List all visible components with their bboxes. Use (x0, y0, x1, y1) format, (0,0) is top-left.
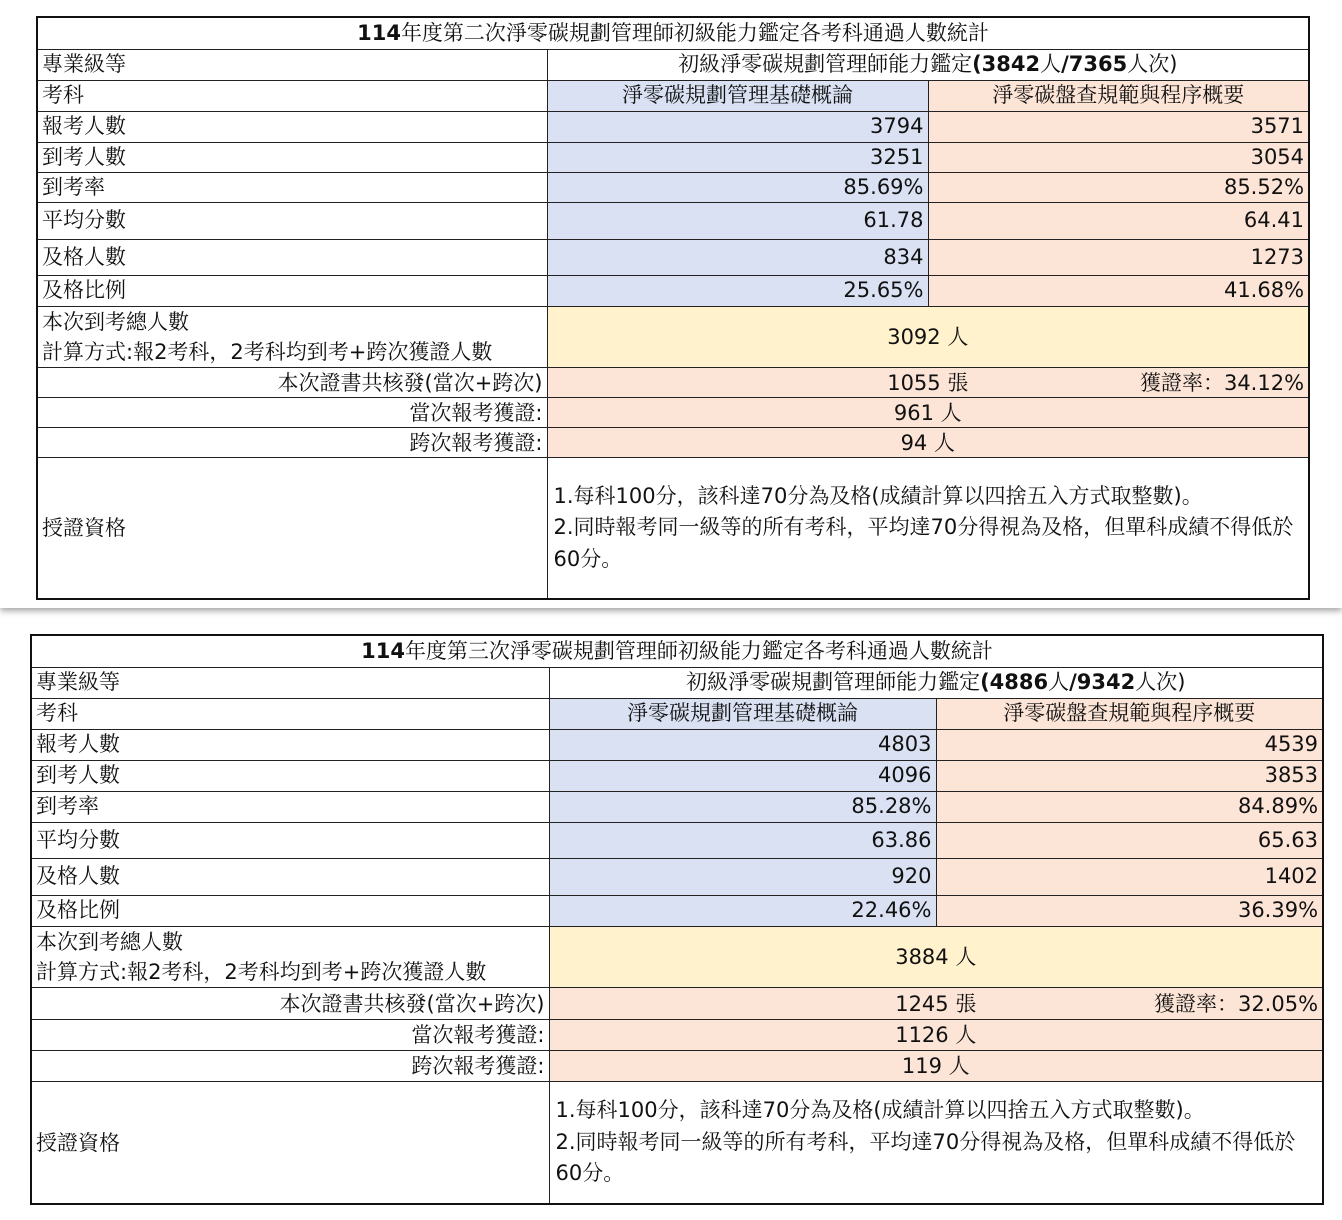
subject-b-value: 85.52% (928, 172, 1309, 202)
total-label (37, 306, 547, 368)
row-label: 平均分數 (31, 822, 549, 858)
screenshot-panel-bottom (0, 622, 1342, 1220)
table-row (31, 895, 1323, 926)
subject-a-value: 4803 (549, 729, 936, 760)
row-label: 及格比例 (37, 275, 547, 306)
row-label: 及格比例 (31, 895, 549, 926)
total-label-line1: 本次到考總人數 (42, 309, 189, 334)
subject-a-value: 61.78 (547, 202, 928, 239)
cert-rate: 獲證率：32.05% (1153, 992, 1319, 1017)
cross-label: 跨次報考獲證: (37, 428, 547, 458)
table-row (31, 822, 1323, 858)
level-value: 初級淨零碳規劃管理師能力鑑定(4886人/9342人次) (549, 667, 1323, 698)
total-value: 3092 人 (547, 306, 1309, 368)
subject-a-value: 25.65% (547, 275, 928, 306)
subject-b-value: 64.41 (928, 202, 1309, 239)
total-label-line2: 計算方式:報2考科，2考科均到考+跨次獲證人數 (42, 339, 493, 364)
row-label: 及格人數 (31, 858, 549, 895)
qual-text (547, 458, 1309, 599)
current-label: 當次報考獲證: (37, 398, 547, 428)
cert-cell (547, 368, 1309, 398)
table-title: 114年度第二次淨零碳規劃管理師初級能力鑑定各考科通過人數統計 (37, 17, 1309, 49)
row-label: 報考人數 (37, 111, 547, 142)
screenshot-panel-top (0, 0, 1342, 608)
row-label: 報考人數 (31, 729, 549, 760)
subject-a-value: 4096 (549, 760, 936, 791)
subject-label: 考科 (31, 698, 549, 729)
row-label: 到考人數 (31, 760, 549, 791)
qual-line2: 2.同時報考同一級等的所有考科，平均達70分得視為及格，但單科成績不得低於60分。 (553, 515, 1294, 571)
subject-a-value: 920 (549, 858, 936, 895)
level-label: 專業級等 (37, 49, 547, 80)
row-label: 到考率 (37, 172, 547, 202)
cross-value: 119 人 (549, 1051, 1323, 1082)
table-row (31, 791, 1323, 822)
cross-value: 94 人 (547, 428, 1309, 458)
subject-a-value: 834 (547, 239, 928, 275)
total-label-line2: 計算方式:報2考科，2考科均到考+跨次獲證人數 (36, 959, 487, 984)
qual-label: 授證資格 (31, 1082, 549, 1204)
subject-a-value: 85.28% (549, 791, 936, 822)
total-label (31, 926, 549, 988)
cert-label: 本次證書共核發(當次+跨次) (31, 988, 549, 1020)
cert-value: 1245 張 (895, 991, 977, 1016)
subject-a-header: 淨零碳規劃管理基礎概論 (549, 698, 936, 729)
table-row (37, 239, 1309, 275)
subject-b-value: 1273 (928, 239, 1309, 275)
subject-b-header: 淨零碳盤查規範與程序概要 (936, 698, 1323, 729)
subject-a-value: 3794 (547, 111, 928, 142)
row-label: 平均分數 (37, 202, 547, 239)
subject-b-value: 3853 (936, 760, 1323, 791)
qual-line1: 1.每科100分，該科達70分為及格(成績計算以四捨五入方式取整數)。 (555, 1098, 1205, 1123)
table-row (37, 275, 1309, 306)
table-title: 114年度第三次淨零碳規劃管理師初級能力鑑定各考科通過人數統計 (31, 635, 1323, 667)
subject-a-value: 85.69% (547, 172, 928, 202)
qual-label: 授證資格 (37, 458, 547, 599)
table-row (37, 111, 1309, 142)
total-value: 3884 人 (549, 926, 1323, 988)
level-value: 初級淨零碳規劃管理師能力鑑定(3842人/7365人次) (547, 49, 1309, 80)
subject-a-value: 3251 (547, 142, 928, 172)
table-row (37, 142, 1309, 172)
current-value: 1126 人 (549, 1020, 1323, 1051)
current-value: 961 人 (547, 398, 1309, 428)
row-label: 到考人數 (37, 142, 547, 172)
cert-value: 1055 張 (887, 370, 969, 395)
subject-b-value: 3054 (928, 142, 1309, 172)
table-row (37, 202, 1309, 239)
subject-label: 考科 (37, 80, 547, 111)
level-label: 專業級等 (31, 667, 549, 698)
subject-b-value: 65.63 (936, 822, 1323, 858)
table-row (37, 172, 1309, 202)
cross-label: 跨次報考獲證: (31, 1051, 549, 1082)
subject-b-value: 1402 (936, 858, 1323, 895)
subject-b-value: 36.39% (936, 895, 1323, 926)
stats-table-second (36, 16, 1310, 600)
table-row (31, 858, 1323, 895)
subject-b-value: 84.89% (936, 791, 1323, 822)
subject-a-value: 22.46% (549, 895, 936, 926)
table-row (31, 729, 1323, 760)
current-label: 當次報考獲證: (31, 1020, 549, 1051)
stats-table-third (30, 634, 1324, 1205)
subject-b-header: 淨零碳盤查規範與程序概要 (928, 80, 1309, 111)
cert-label: 本次證書共核發(當次+跨次) (37, 368, 547, 398)
subject-b-value: 4539 (936, 729, 1323, 760)
row-label: 及格人數 (37, 239, 547, 275)
qual-text (549, 1082, 1323, 1204)
table-row (31, 760, 1323, 791)
qual-line2: 2.同時報考同一級等的所有考科，平均達70分得視為及格，但單科成績不得低於60分。 (555, 1129, 1296, 1186)
subject-a-value: 63.86 (549, 822, 936, 858)
qual-line1: 1.每科100分，該科達70分為及格(成績計算以四捨五入方式取整數)。 (553, 483, 1203, 508)
subject-b-value: 41.68% (928, 275, 1309, 306)
subject-b-value: 3571 (928, 111, 1309, 142)
cert-cell (549, 988, 1323, 1020)
subject-a-header: 淨零碳規劃管理基礎概論 (547, 80, 928, 111)
cert-rate: 獲證率：34.12% (1139, 371, 1305, 396)
row-label: 到考率 (31, 791, 549, 822)
total-label-line1: 本次到考總人數 (36, 929, 183, 954)
